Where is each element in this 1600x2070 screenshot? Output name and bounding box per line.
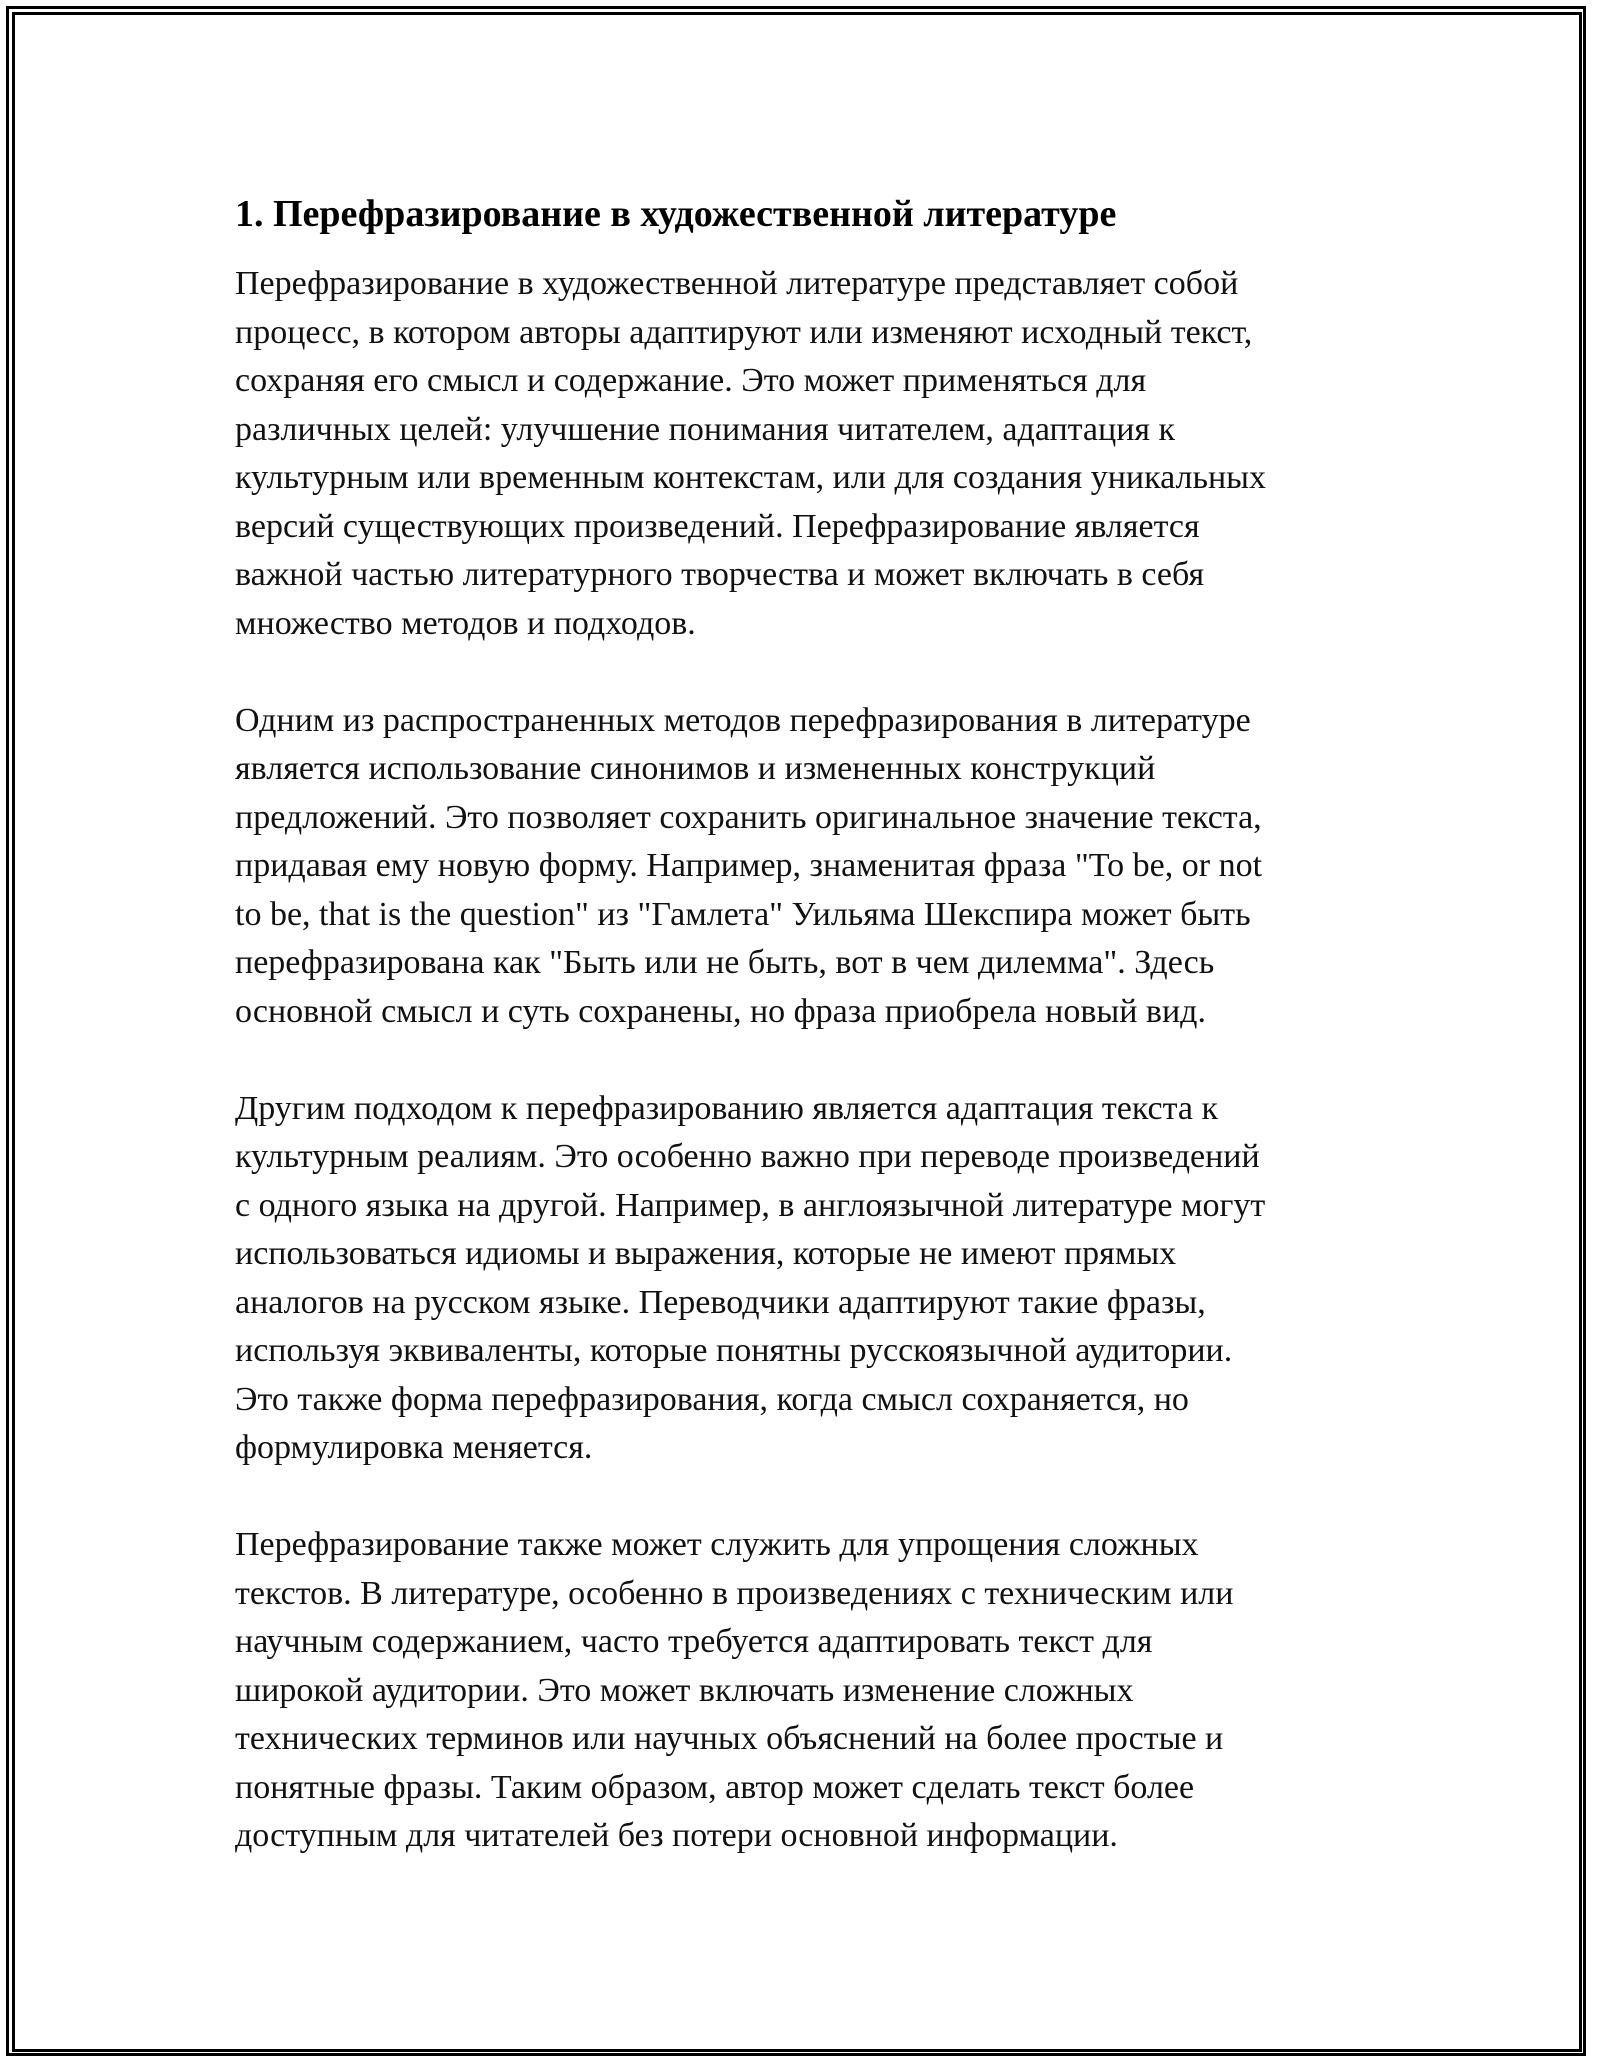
text-line: Другим подходом к перефразированию является адаптация текста к	[235, 1089, 1219, 1127]
text-line: с одного языка на другой. Например, в англоязычной литературе могут	[235, 1186, 1266, 1224]
text-line: культурным или временным контекстам, или для создания уникальных	[235, 459, 1267, 496]
text-line: аналогов на русском языке. Переводчики адаптируют такие фразы,	[235, 1283, 1206, 1321]
text-line: доступным для читателей без потери основной информации.	[235, 1817, 1118, 1854]
paragraph-3	[235, 1085, 1365, 1473]
text-line: основной смысл и суть сохранены, но фраза приобрела новый вид.	[235, 992, 1206, 1030]
text-line: версий существующих произведений. Перефразирование является	[235, 507, 1200, 545]
text-line: используя эквиваленты, которые понятны русскоязычной аудитории.	[235, 1332, 1233, 1369]
text-line: процесс, в котором авторы адаптируют или изменяют исходный текст,	[235, 313, 1253, 351]
text-line: Перефразирование также может служить для упрощения сложных	[235, 1526, 1199, 1563]
text-line: культурным реалиям. Это особенно важно при переводе произведений	[235, 1138, 1260, 1175]
text-line: перефразирована как "Быть или не быть, вот в чем дилемма". Здесь	[235, 944, 1215, 981]
paragraph-4	[235, 1521, 1365, 1861]
text-line: понятные фразы. Таким образом, автор может сделать текст более	[235, 1768, 1195, 1806]
text-line: множество методов и подходов.	[235, 604, 696, 642]
text-line: важной частью литературного творчества и может включать в себя	[235, 556, 1205, 593]
text-line: является использование синонимов и измененных конструкций	[235, 750, 1156, 787]
text-line: Перефразирование в художественной литературе представляет собой	[235, 265, 1239, 302]
text-line: технических терминов или научных объяснений на более простые и	[235, 1720, 1224, 1757]
text-line: Одним из распространенных методов перефразирования в литературе	[235, 701, 1251, 739]
text-line: текстов. В литературе, особенно в произведениях с техническим или	[235, 1574, 1234, 1612]
text-line: различных целей: улучшение понимания читателем, адаптация к	[235, 410, 1176, 448]
text-line: придавая ему новую форму. Например, знаменитая фраза "To be, or not	[235, 847, 1263, 884]
text-line: научным содержанием, часто требуется адаптировать текст для	[235, 1623, 1153, 1660]
text-line: формулировка меняется.	[235, 1429, 593, 1466]
text-line: to be, that is the question" из "Гамлета" Уильяма Шекспира может быть	[235, 895, 1251, 933]
text-line: сохраняя его смысл и содержание. Это может применяться для	[235, 362, 1147, 399]
paragraph-1	[235, 260, 1365, 648]
document-body	[235, 186, 1365, 1909]
paragraph-2	[235, 697, 1365, 1037]
text-line: использоваться идиомы и выражения, которые не имеют прямых	[235, 1235, 1177, 1272]
text-line: широкой аудитории. Это может включать изменение сложных	[235, 1671, 1134, 1709]
text-line: предложений. Это позволяет сохранить оригинальное значение текста,	[235, 798, 1262, 836]
text-line: Это также форма перефразирования, когда смысл сохраняется, но	[235, 1380, 1189, 1418]
section-heading: 1. Перефразирование в художественной литературе	[235, 193, 1117, 235]
